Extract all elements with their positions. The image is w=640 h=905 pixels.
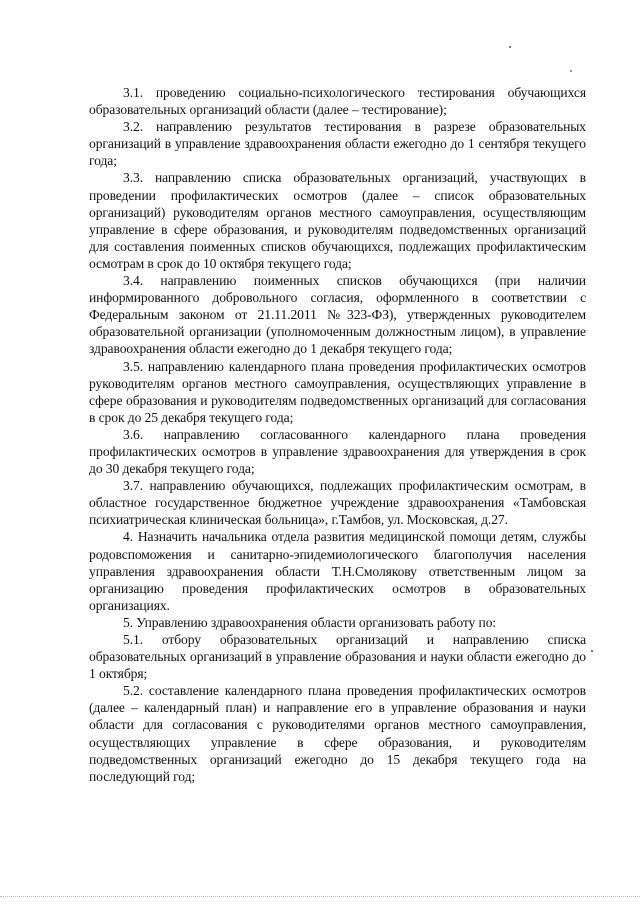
clause-5-1: 5.1. отбору образовательных организаций и направлению списка образовательных организаций в управление образования и науки области ежегодно до 1 октября; bbox=[89, 632, 586, 682]
clause-3-1: 3.1. проведению социально-психологического тестирования обучающихся образовательных организаций области (далее – тестирование); bbox=[89, 85, 586, 118]
clause-4: 4. Назначить начальника отдела развития медицинской помощи детям, службы родовспоможения и санитарно-эпидемиологического благополучия населения управления здравоохранения области Т.Н.Смолякову ответственным лицом за организацию проведения профилактических осмотров в образовательных организациях. bbox=[89, 529, 586, 613]
clause-5: 5. Управлению здравоохранения области организовать работу по: bbox=[123, 614, 497, 630]
clause-3-5: 3.5. направлению календарного плана проведения профилактических осмотров руководителям органов местного самоуправления, осуществляющих управление в сфере образования и руководителям подведомственных организаций для согласования в срок до 25 декабря текущего года; bbox=[89, 358, 586, 425]
clause-3-4: 3.4. направлению поименных списков обучающихся (при наличии информированного добровольного согласия, оформленного в соответствии с Федеральным законом от 21.11.2011 №323-ФЗ), утвержденных руководителем образовательной организации (уполномоченным должностным лицом), в управление здравоохранения области ежегодно до 1 декабря текущего года; bbox=[89, 273, 586, 357]
scan-edge bbox=[0, 896, 640, 898]
clause-3-7: 3.7. направлению обучающихся, подлежащих профилактическим осмотрам, в областное государственное бюджетное учреждение здравоохранения «Тамбовская психиатрическая клиническая больница», г.Тамбов, ул. Московская, д.27. bbox=[89, 478, 586, 528]
scan-speck bbox=[591, 650, 593, 652]
document-body bbox=[89, 84, 586, 785]
clause-5-2: 5.2. составление календарного плана проведения профилактических осмотров (далее – календарный план) и направление его в управление образования и науки области для согласования с руководителями органов местного самоуправления, осуществляющих управление в сфере образования, и руководителям подведомственных организаций ежегодно до 15 декабря текущего года на последующий год; bbox=[89, 683, 586, 784]
scan-speck bbox=[570, 70, 572, 72]
clause-3-6: 3.6. направлению согласованного календарного плана проведения профилактических осмотров в управление здравоохранения для утверждения в срок до 30 декабря текущего года; bbox=[89, 426, 586, 477]
clause-3-2: 3.2. направлению результатов тестирования в разрезе образовательных организаций в управление здравоохранения области ежегодно до 1 сентября текущего года; bbox=[89, 119, 586, 169]
scan-speck bbox=[509, 46, 511, 48]
clause-3-3: 3.3. направлению списка образовательных организаций, участвующих в проведении профилактических осмотров (далее – список образовательных организаций) руководителям органов местного самоуправления, осуществляющим управление в сфере образования, и руководителям подведомственных организаций для составления поименных списков обучающихся, подлежащих профилактическим осмотрам в срок до 10 октября текущего года; bbox=[89, 170, 586, 271]
